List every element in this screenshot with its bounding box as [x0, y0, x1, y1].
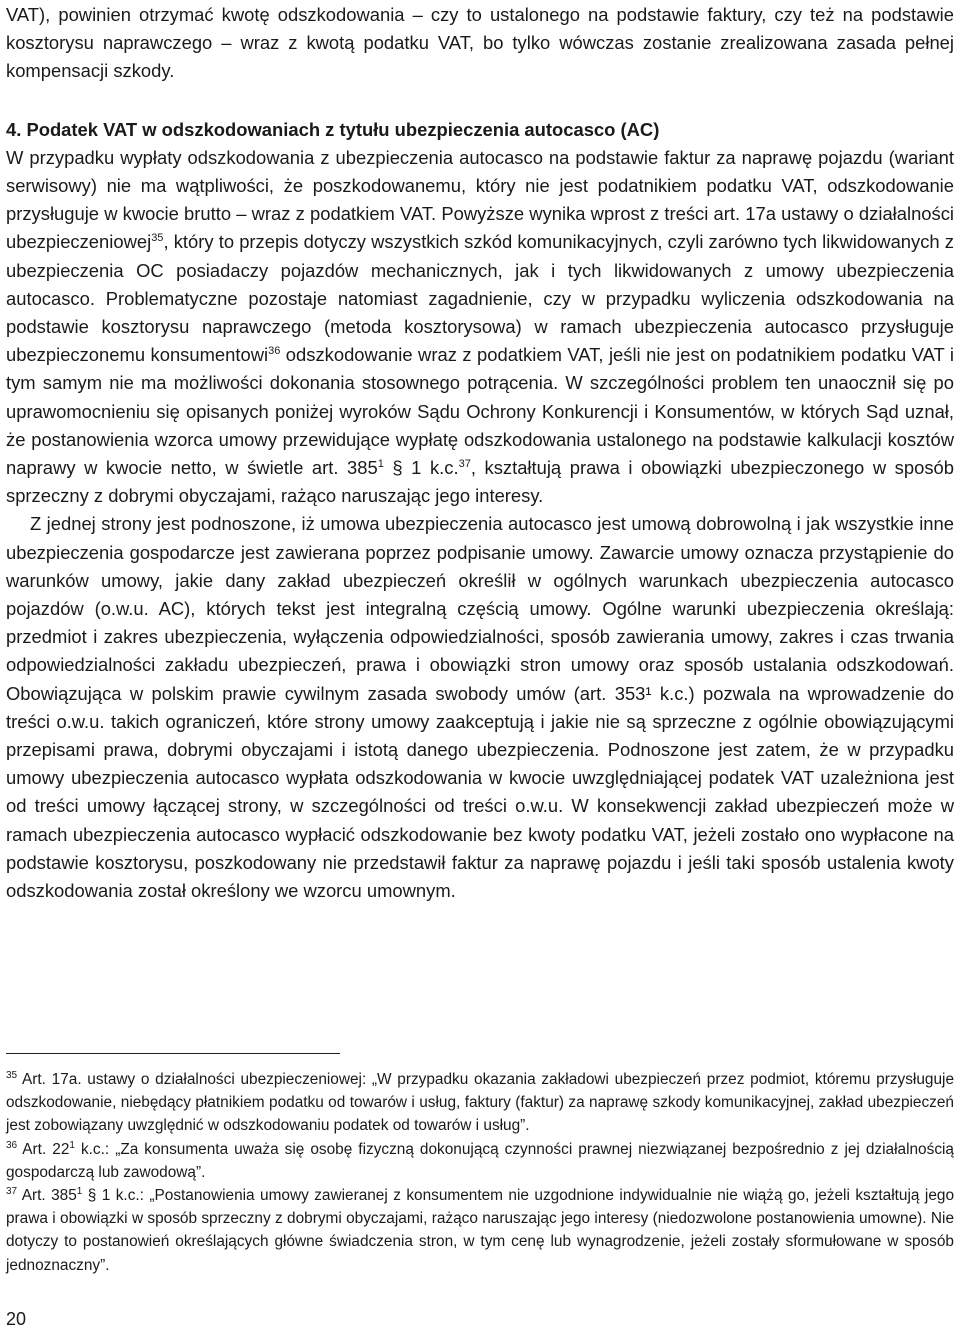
superscript: 1 — [377, 458, 384, 471]
footnote-ref-35[interactable]: 35 — [151, 232, 164, 245]
footnote-number: 37 — [6, 1186, 18, 1198]
footnotes — [6, 1068, 954, 1277]
superscript: 1 — [69, 1139, 75, 1151]
footnote-number: 36 — [6, 1139, 18, 1151]
footnote-text: Art. 22 — [17, 1140, 70, 1158]
footnote-ref-36[interactable]: 36 — [268, 345, 281, 358]
section-heading: 4. Podatek VAT w odszkodowaniach z tytułu ubezpieczenia autocasco (AC) — [6, 118, 660, 140]
footnote-text: Art. 17a. ustawy o działalności ubezpieczeniowej: „W przypadku okazania zakładowi ubezpieczeń przez podmiot, któremu przysługuje odszkodowanie, niebędący płatnikiem podatku od towarów i usług, faktury (faktur) za naprawę szkody komunikacyjnej, zakład ubezpieczeń jest zobowiązany uwzględnić w odszkodowaniu podatek od towarów i usług”. — [6, 1071, 954, 1135]
section-paragraph-2: Z jednej strony jest podnoszone, iż umowa ubezpieczenia autocasco jest umową dobrowolną i jak wszystkie inne ubezpieczenia gospodarcze jest zawierana poprzez podpisanie umowy. Zawarcie umowy oznacza przystąpienie do warunków umowy, jakie dany zakład ubezpieczeń określił w ogólnych warunkach ubezpieczenia autocasco pojazdów (o.w.u. AC), których tekst jest integralną częścią umowy. Ogólne warunki ubezpieczenia określają: przedmiot i zakres ubezpieczenia, wyłączenia odpowiedzialności, sposób zawierania umowy, zakres i czas trwania odpowiedzialności zakładu ubezpieczeń, prawa i obowiązki stron umowy oraz sposób ustalania odszkodowań. Obowiązująca w polskim prawie cywilnym zasada swobody umów (art. 353¹ k.c.) pozwala na wprowadzenie do treści o.w.u. takich ograniczeń, które strony umowy zaakceptują i jakie nie są sprzeczne z ogólnie obowiązującymi przepisami prawa, dobrymi obyczajami i istotą danego ubezpieczenia. Podnoszone jest zatem, że w przypadku umowy ubezpieczenia autocasco wypłata odszkodowania w kwocie uwzględniającej podatek VAT uzależniona jest od treści umowy łączącej strony, w szczególności od treści o.w.u. W konsekwencji zakład ubezpieczeń może w ramach ubezpieczenia autocasco wypłacić odszkodowanie bez kwoty podatku VAT, jeżeli zostało ono wypłacone na podstawie kosztorysu, poszkodowany nie przedstawił faktur za naprawę pojazdu i jeśli taki sposób ustalenia kwoty odszkodowania został określony we wzorcu umownym. — [6, 513, 954, 902]
paragraph-text: , kształtują prawa i obowiązki ubezpieczonego w sposób sprzeczny z dobrymi obyczajami, rażąco naruszając jego interesy. — [6, 457, 954, 507]
paragraph-text: W przypadku wypłaty odszkodowania z ubezpieczenia autocasco na podstawie faktur za naprawę pojazdu (wariant serwisowy) nie ma wątpliwości, że poszkodowanemu, który nie jest podatnikiem podatku VAT, odszkodowanie przysługuje w kwocie brutto – wraz z podatkiem VAT. Powyższe wynika wprost z treści art. 17a ustawy o działalności ubezpieczeniowej — [6, 146, 954, 253]
paragraph-text: , który to przepis dotyczy wszystkich szkód komunikacyjnych, czyli zarówno tych likwidowanych z ubezpieczenia OC posiadaczy pojazdów mechanicznych, jak i tych likwidowanych z umowy ubezpieczenia autocasco. Problematyczne pozostaje natomiast zagadnienie, czy w przypadku wyliczenia odszkodowania na podstawie kosztorysu naprawczego (metoda kosztorysowa) w ramach ubezpieczenia autocasco przysługuje ubezpieczonemu konsumentowi — [6, 231, 954, 366]
footnote-ref-37[interactable]: 37 — [458, 458, 471, 471]
footnote-36 — [6, 1138, 954, 1184]
footnote-number: 35 — [6, 1070, 18, 1081]
intro-paragraph: VAT), powinien otrzymać kwotę odszkodowania – czy to ustalonego na podstawie faktury, czy też na podstawie kosztorysu naprawczego – wraz z kwotą podatku VAT, bo tylko wówczas zostanie zrealizowana zasada pełnej kompensacji szkody. — [6, 4, 954, 82]
footnote-text: § 1 k.c.: „Postanowienia umowy zawieranej z konsumentem nie uzgodnione indywidualnie nie wiążą go, jeżeli kształtują jego prawa i obowiązki w sposób sprzeczny z dobrymi obyczajami, rażąco naruszając jego interesy (niedozwolone postanowienia umowne). Nie dotyczy to postanowień określających główne świadczenia stron, w tym cenę lub wynagrodzenie, jeżeli zostały sformułowane w sposób jednoznaczny”. — [6, 1187, 954, 1274]
footnote-separator — [6, 1053, 340, 1054]
footnote-text: k.c.: „Za konsumenta uważa się osobę fizyczną dokonującą czynności prawnej niezwiązanej bezpośrednio z jej działalnością gospodarczą lub zawodową”. — [6, 1140, 954, 1181]
superscript: 1 — [76, 1186, 83, 1198]
footnote-35 — [6, 1068, 954, 1138]
footnote-text: Art. 385 — [17, 1187, 77, 1205]
section-4 — [6, 116, 954, 906]
section-paragraph-1 — [6, 144, 954, 511]
footnote-37 — [6, 1184, 954, 1277]
paragraph-text: § 1 k.c. — [383, 457, 459, 479]
page-number: 20 — [6, 1309, 27, 1329]
paragraph-text: odszkodowanie wraz z podatkiem VAT, jeśli nie jest on podatnikiem podatku VAT i tym samym nie ma możliwości dokonania stosownego potrącenia. W szczególności problem ten unaocznił się po uprawomocnieniu się opisanych poniżej wyroków Sądu Ochrony Konkurencji i Konsumentów, w których Sąd uznał, że postanowienia wzorca umowy przewidujące wypłatę odszkodowania ustalonego na podstawie kalkulacji kosztów naprawy w kwocie netto, w świetle art. 385 — [6, 344, 954, 479]
